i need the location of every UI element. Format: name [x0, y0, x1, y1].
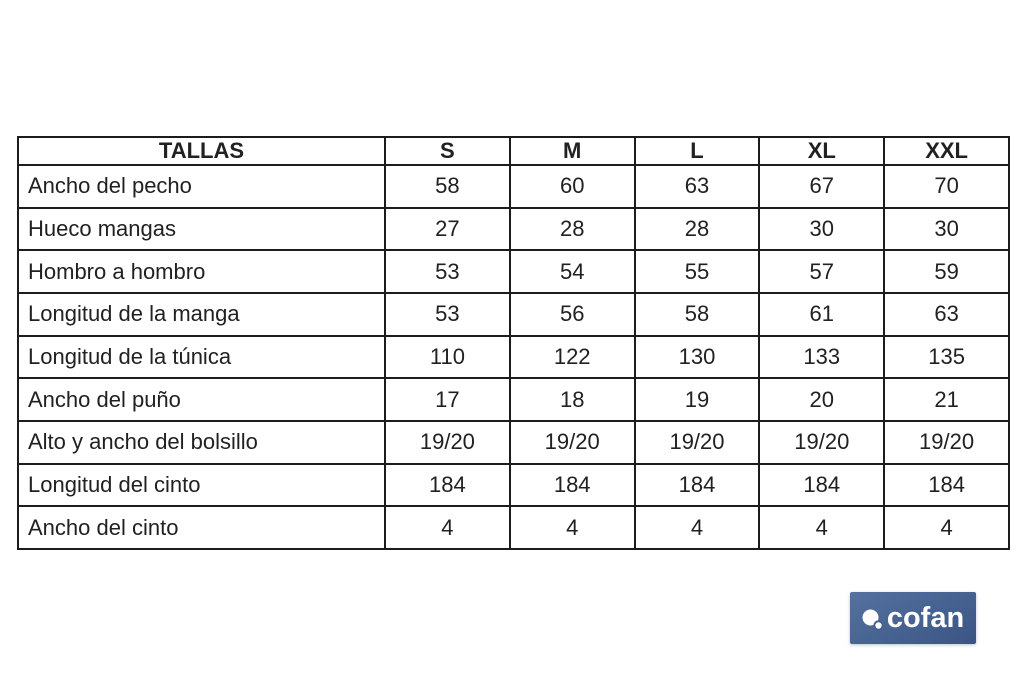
table-row [18, 165, 1009, 208]
cell-value: 184 [635, 464, 760, 507]
table-row [18, 464, 1009, 507]
cell-value: 184 [510, 464, 635, 507]
cell-value: 4 [635, 506, 760, 549]
cell-value: 27 [385, 208, 510, 251]
cell-value: 54 [510, 250, 635, 293]
column-header-m: M [510, 137, 635, 165]
column-header-l: L [635, 137, 760, 165]
cell-value: 63 [635, 165, 760, 208]
cell-value: 61 [759, 293, 884, 336]
table-row [18, 250, 1009, 293]
cell-value: 110 [385, 336, 510, 379]
column-header-xxl: XXL [884, 137, 1009, 165]
cell-value: 60 [510, 165, 635, 208]
column-header-s: S [385, 137, 510, 165]
table-row [18, 378, 1009, 421]
cell-value: 67 [759, 165, 884, 208]
cell-value: 57 [759, 250, 884, 293]
row-label: Ancho del puño [18, 378, 385, 421]
row-label: Longitud de la túnica [18, 336, 385, 379]
cell-value: 19/20 [510, 421, 635, 464]
cell-value: 53 [385, 293, 510, 336]
cell-value: 184 [759, 464, 884, 507]
cell-value: 19/20 [759, 421, 884, 464]
row-label: Ancho del cinto [18, 506, 385, 549]
table-row [18, 208, 1009, 251]
cell-value: 133 [759, 336, 884, 379]
cell-value: 17 [385, 378, 510, 421]
row-label: Alto y ancho del bolsillo [18, 421, 385, 464]
cell-value: 19/20 [385, 421, 510, 464]
cell-value: 63 [884, 293, 1009, 336]
cofan-circle-dot-icon [862, 609, 884, 631]
cell-value: 184 [385, 464, 510, 507]
cell-value: 28 [635, 208, 760, 251]
cell-value: 21 [884, 378, 1009, 421]
cell-value: 122 [510, 336, 635, 379]
cell-value: 70 [884, 165, 1009, 208]
cell-value: 19 [635, 378, 760, 421]
cell-value: 58 [635, 293, 760, 336]
table-row [18, 293, 1009, 336]
cell-value: 55 [635, 250, 760, 293]
cell-value: 53 [385, 250, 510, 293]
cell-value: 59 [884, 250, 1009, 293]
cell-value: 30 [759, 208, 884, 251]
cell-value: 4 [385, 506, 510, 549]
cell-value: 56 [510, 293, 635, 336]
row-label: Hueco mangas [18, 208, 385, 251]
cell-value: 184 [884, 464, 1009, 507]
cell-value: 130 [635, 336, 760, 379]
table-row [18, 336, 1009, 379]
cell-value: 18 [510, 378, 635, 421]
row-label: Hombro a hombro [18, 250, 385, 293]
table-header-row [18, 137, 1009, 165]
cell-value: 19/20 [635, 421, 760, 464]
cell-value: 30 [884, 208, 1009, 251]
cofan-logo-text: cofan [886, 601, 965, 634]
cell-value: 19/20 [884, 421, 1009, 464]
row-label: Longitud de la manga [18, 293, 385, 336]
cell-value: 4 [510, 506, 635, 549]
column-header-tallas: TALLAS [18, 137, 385, 165]
cofan-logo [850, 592, 976, 644]
column-header-xl: XL [759, 137, 884, 165]
row-label: Ancho del pecho [18, 165, 385, 208]
cell-value: 20 [759, 378, 884, 421]
cell-value: 4 [759, 506, 884, 549]
row-label: Longitud del cinto [18, 464, 385, 507]
cell-value: 135 [884, 336, 1009, 379]
cell-value: 4 [884, 506, 1009, 549]
cell-value: 28 [510, 208, 635, 251]
cell-value: 58 [385, 165, 510, 208]
table-row [18, 506, 1009, 549]
table-row [18, 421, 1009, 464]
size-chart-table [17, 136, 1010, 550]
